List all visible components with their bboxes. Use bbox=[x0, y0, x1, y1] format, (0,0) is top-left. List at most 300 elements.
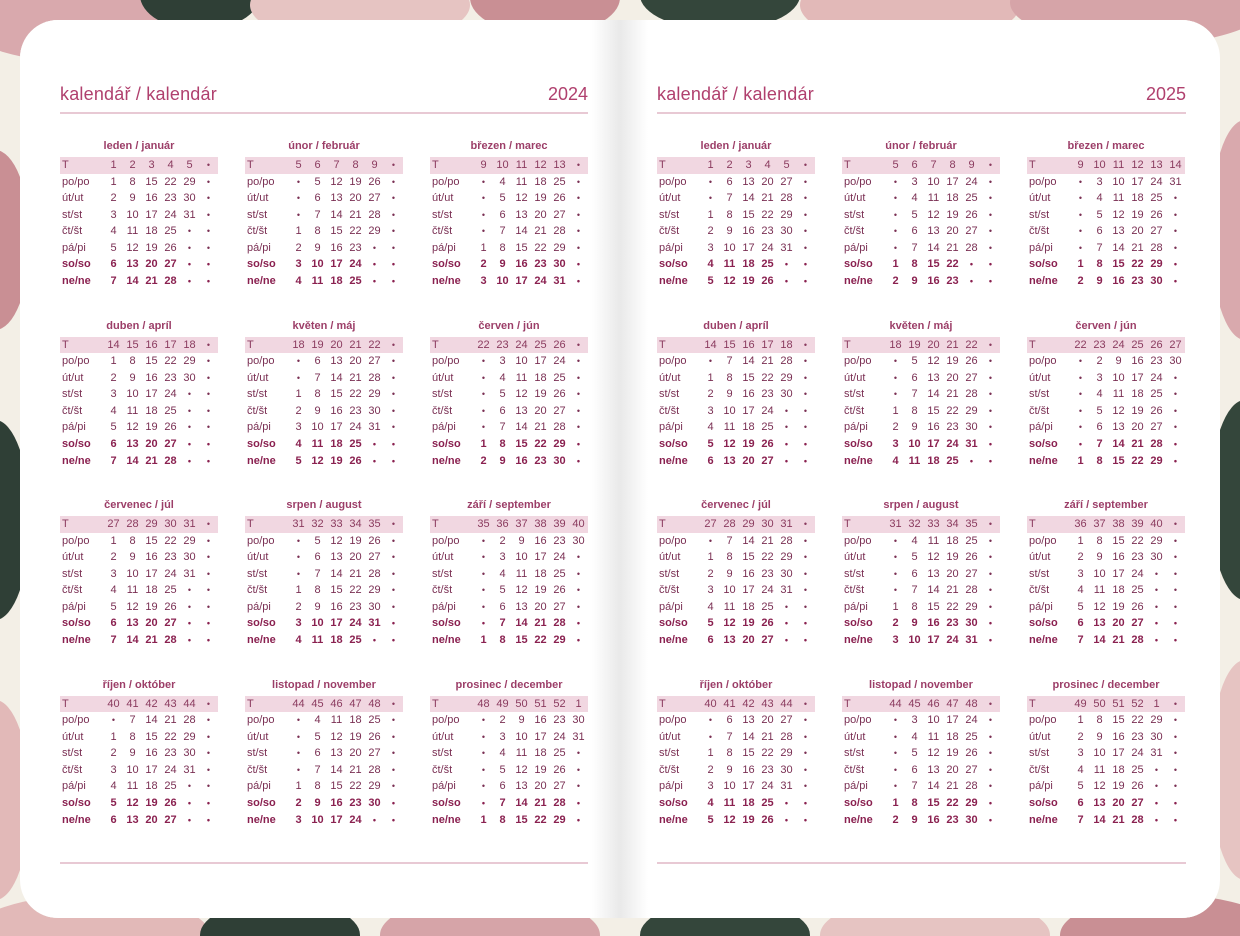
day-number: 12 bbox=[515, 388, 528, 401]
day-number: 13 bbox=[515, 600, 528, 613]
week-label: T bbox=[1029, 697, 1036, 710]
day-number: 12 bbox=[1112, 404, 1125, 417]
month-block bbox=[60, 497, 218, 657]
day-number: • bbox=[803, 814, 808, 825]
day-number: 14 bbox=[330, 208, 343, 221]
day-number: 6 bbox=[1096, 225, 1103, 238]
day-number: • bbox=[206, 568, 211, 579]
day-label: pá/pi bbox=[844, 780, 868, 793]
day-number: 7 bbox=[911, 584, 918, 597]
day-number: • bbox=[1173, 731, 1178, 742]
week-number: 22 bbox=[368, 338, 381, 351]
day-number: 14 bbox=[515, 796, 528, 809]
day-number: 11 bbox=[723, 796, 736, 809]
day-number: 24 bbox=[164, 763, 177, 776]
day-number: 10 bbox=[927, 714, 940, 726]
day-number: 20 bbox=[1112, 617, 1125, 630]
day-number: 1 bbox=[110, 175, 117, 188]
day-number: 20 bbox=[1131, 225, 1144, 238]
weekday-row bbox=[430, 419, 588, 436]
day-number: 7 bbox=[1096, 437, 1103, 450]
weekday-row bbox=[430, 762, 588, 779]
day-number: 2 bbox=[892, 617, 899, 630]
day-number: 13 bbox=[515, 208, 528, 221]
day-label: pá/pi bbox=[659, 600, 683, 613]
day-number: • bbox=[893, 568, 898, 579]
day-number: 26 bbox=[368, 534, 381, 547]
week-number: • bbox=[988, 160, 993, 170]
day-number: • bbox=[988, 455, 993, 466]
day-number: • bbox=[784, 618, 789, 629]
day-label: pá/pi bbox=[62, 780, 86, 793]
week-number: 19 bbox=[311, 338, 324, 351]
weekend-row bbox=[657, 632, 815, 649]
weekend-row bbox=[842, 615, 1000, 632]
day-number: 3 bbox=[110, 208, 117, 221]
weekday-row bbox=[1027, 370, 1185, 387]
day-label: čt/št bbox=[1029, 584, 1050, 597]
weekday-row bbox=[842, 174, 1000, 191]
weekend-row bbox=[60, 795, 218, 812]
day-label: čt/št bbox=[659, 225, 680, 238]
weekday-row bbox=[60, 386, 218, 403]
day-number: • bbox=[1173, 438, 1178, 449]
day-number: 2 bbox=[295, 241, 302, 254]
day-number: • bbox=[296, 535, 301, 546]
weekday-row bbox=[60, 599, 218, 616]
weekday-row bbox=[430, 566, 588, 583]
day-number: 6 bbox=[314, 192, 321, 205]
week-number: 14 bbox=[704, 338, 717, 351]
day-number: 9 bbox=[314, 241, 321, 254]
day-number: • bbox=[988, 242, 993, 253]
weekday-row bbox=[657, 712, 815, 729]
day-number: 12 bbox=[330, 730, 343, 743]
day-number: • bbox=[296, 568, 301, 579]
day-number: 18 bbox=[145, 780, 158, 793]
day-number: 17 bbox=[534, 355, 547, 367]
week-number-row bbox=[842, 696, 1000, 713]
weekday-row bbox=[842, 223, 1000, 240]
day-number: • bbox=[1154, 601, 1159, 612]
week-number: 38 bbox=[534, 518, 547, 530]
week-number: 9 bbox=[480, 159, 487, 171]
day-label: st/st bbox=[432, 747, 453, 760]
day-number: 27 bbox=[553, 780, 566, 793]
day-number: • bbox=[1078, 372, 1083, 383]
week-number: 35 bbox=[368, 518, 381, 530]
day-number: • bbox=[893, 356, 898, 366]
weekday-row bbox=[60, 207, 218, 224]
week-number: 5 bbox=[295, 159, 302, 171]
day-number: 24 bbox=[164, 567, 177, 580]
day-label: ne/ne bbox=[659, 275, 688, 288]
month-block bbox=[60, 318, 218, 478]
week-number-row bbox=[245, 696, 403, 713]
day-number: 21 bbox=[164, 714, 177, 726]
day-number: • bbox=[1154, 781, 1159, 792]
day-number: 1 bbox=[1077, 258, 1084, 271]
day-number: 25 bbox=[164, 584, 177, 597]
day-number: 28 bbox=[368, 567, 381, 580]
day-label: po/po bbox=[247, 534, 275, 547]
day-number: 27 bbox=[368, 747, 381, 760]
day-number: • bbox=[893, 226, 898, 237]
day-number: 22 bbox=[946, 600, 959, 613]
month-block bbox=[842, 677, 1000, 837]
day-number: • bbox=[206, 372, 211, 383]
day-number: 9 bbox=[911, 275, 918, 288]
weekend-row bbox=[657, 453, 815, 470]
day-number: 28 bbox=[780, 192, 793, 205]
day-label: pá/pi bbox=[1029, 780, 1053, 793]
day-number: 3 bbox=[1077, 747, 1084, 760]
week-label: T bbox=[1029, 159, 1036, 171]
week-number: 4 bbox=[764, 159, 771, 171]
day-number: • bbox=[206, 814, 211, 825]
day-number: 31 bbox=[965, 634, 978, 647]
day-number: 20 bbox=[349, 355, 362, 367]
day-number: • bbox=[893, 585, 898, 596]
day-number: 21 bbox=[761, 730, 774, 743]
day-number: 24 bbox=[965, 175, 978, 188]
day-number: 29 bbox=[183, 175, 196, 188]
day-number: 7 bbox=[1077, 813, 1084, 826]
day-number: 4 bbox=[892, 454, 899, 467]
weekend-row bbox=[430, 273, 588, 290]
day-label: út/ut bbox=[247, 730, 269, 743]
day-number: 2 bbox=[110, 371, 117, 384]
day-number: • bbox=[481, 797, 486, 808]
weekend-row bbox=[245, 615, 403, 632]
page-header bbox=[60, 82, 588, 114]
day-number: 15 bbox=[927, 796, 940, 809]
day-number: 23 bbox=[761, 763, 774, 776]
day-number: • bbox=[481, 618, 486, 629]
weekday-row bbox=[657, 582, 815, 599]
day-number: 7 bbox=[911, 388, 918, 401]
day-number: 19 bbox=[349, 730, 362, 743]
week-number-row bbox=[60, 157, 218, 174]
day-number: 13 bbox=[126, 437, 139, 450]
day-number: 18 bbox=[742, 421, 755, 434]
weekend-row bbox=[60, 615, 218, 632]
day-label: ne/ne bbox=[659, 634, 688, 647]
day-label: ne/ne bbox=[247, 813, 276, 826]
day-label: st/st bbox=[62, 388, 83, 401]
day-number: 8 bbox=[499, 813, 506, 826]
day-number: 14 bbox=[126, 454, 139, 467]
day-label: so/so bbox=[1029, 437, 1058, 450]
weekday-row bbox=[245, 566, 403, 583]
day-number: 18 bbox=[742, 258, 755, 271]
day-number: 23 bbox=[553, 534, 566, 547]
day-number: 29 bbox=[1150, 258, 1163, 271]
day-number: 15 bbox=[145, 534, 158, 547]
day-number: 27 bbox=[164, 617, 177, 630]
day-number: 8 bbox=[1096, 258, 1103, 271]
day-number: 2 bbox=[707, 225, 714, 238]
day-label: po/po bbox=[432, 714, 460, 726]
day-number: 29 bbox=[1150, 534, 1163, 547]
day-number: • bbox=[206, 422, 211, 433]
day-number: 12 bbox=[126, 600, 139, 613]
week-number: 17 bbox=[164, 338, 177, 351]
week-number: 47 bbox=[946, 697, 959, 710]
day-number: 8 bbox=[726, 208, 733, 221]
day-number: 21 bbox=[534, 617, 547, 630]
day-label: út/ut bbox=[659, 730, 681, 743]
day-number: 24 bbox=[761, 404, 774, 417]
day-number: 26 bbox=[761, 617, 774, 630]
weekday-row bbox=[657, 778, 815, 795]
day-number: 25 bbox=[349, 634, 362, 647]
day-number: 8 bbox=[314, 225, 321, 238]
day-number: 27 bbox=[965, 225, 978, 238]
week-number: 50 bbox=[1093, 697, 1106, 710]
day-number: 30 bbox=[183, 551, 196, 564]
day-number: 18 bbox=[534, 567, 547, 580]
day-number: 30 bbox=[368, 600, 381, 613]
day-label: ne/ne bbox=[247, 454, 276, 467]
day-number: • bbox=[296, 372, 301, 383]
day-number: 4 bbox=[1077, 763, 1084, 776]
week-number: 23 bbox=[496, 338, 509, 351]
weekday-row bbox=[245, 207, 403, 224]
day-number: 1 bbox=[1077, 534, 1084, 547]
day-number: 29 bbox=[368, 584, 381, 597]
week-number: • bbox=[1173, 698, 1178, 709]
weekend-row bbox=[1027, 453, 1185, 470]
day-number: 10 bbox=[126, 763, 139, 776]
day-number: 15 bbox=[515, 813, 528, 826]
day-label: so/so bbox=[62, 258, 91, 271]
day-number: 17 bbox=[330, 258, 343, 271]
day-label: po/po bbox=[659, 534, 687, 547]
day-number: • bbox=[893, 781, 898, 792]
day-number: • bbox=[1078, 389, 1083, 400]
week-number: • bbox=[206, 519, 211, 529]
weekday-row bbox=[1027, 419, 1185, 436]
day-number: 2 bbox=[110, 747, 117, 760]
weekday-row bbox=[657, 745, 815, 762]
day-number: 18 bbox=[742, 796, 755, 809]
day-number: 3 bbox=[1077, 567, 1084, 580]
day-label: st/st bbox=[432, 208, 453, 221]
day-number: 7 bbox=[314, 208, 321, 221]
day-number: 28 bbox=[368, 208, 381, 221]
day-label: ne/ne bbox=[659, 454, 688, 467]
day-label: po/po bbox=[1029, 175, 1057, 188]
day-number: 20 bbox=[145, 617, 158, 630]
day-number: 5 bbox=[110, 796, 117, 809]
day-number: 12 bbox=[927, 355, 940, 367]
day-label: so/so bbox=[62, 617, 91, 630]
day-number: 19 bbox=[946, 747, 959, 760]
day-number: • bbox=[1173, 635, 1178, 646]
day-number: • bbox=[576, 389, 581, 400]
month-block bbox=[1027, 318, 1185, 478]
day-label: so/so bbox=[432, 617, 461, 630]
day-label: pá/pi bbox=[62, 600, 86, 613]
day-number: 7 bbox=[726, 192, 733, 205]
day-number: • bbox=[988, 715, 993, 725]
week-number: 2 bbox=[129, 159, 136, 171]
day-number: • bbox=[391, 814, 396, 825]
day-number: 4 bbox=[1096, 192, 1103, 205]
day-number: • bbox=[576, 797, 581, 808]
day-number: 4 bbox=[110, 584, 117, 597]
week-number: 18 bbox=[183, 338, 196, 351]
week-number: 3 bbox=[745, 159, 752, 171]
day-number: • bbox=[988, 552, 993, 563]
day-number: • bbox=[1173, 781, 1178, 792]
day-number: 10 bbox=[311, 421, 324, 434]
day-number: 25 bbox=[164, 225, 177, 238]
day-number: • bbox=[803, 731, 808, 742]
day-label: ne/ne bbox=[62, 275, 91, 288]
day-number: 7 bbox=[499, 617, 506, 630]
day-number: 12 bbox=[1112, 208, 1125, 221]
week-number: • bbox=[391, 698, 396, 709]
day-number: 6 bbox=[911, 567, 918, 580]
day-number: 24 bbox=[349, 617, 362, 630]
day-number: • bbox=[803, 438, 808, 449]
day-number: 4 bbox=[295, 437, 302, 450]
day-number: 3 bbox=[892, 437, 899, 450]
day-number: 29 bbox=[368, 780, 381, 793]
day-label: pá/pi bbox=[247, 780, 271, 793]
day-number: 16 bbox=[927, 275, 940, 288]
gutter-shadow bbox=[620, 20, 648, 918]
day-number: • bbox=[1078, 242, 1083, 253]
day-label: pá/pi bbox=[247, 421, 271, 434]
weekend-row bbox=[430, 436, 588, 453]
day-number: 3 bbox=[892, 634, 899, 647]
week-label: T bbox=[1029, 338, 1036, 351]
day-number: 3 bbox=[110, 763, 117, 776]
week-number: 22 bbox=[965, 338, 978, 351]
day-number: 22 bbox=[761, 551, 774, 564]
day-number: • bbox=[187, 601, 192, 612]
day-number: 16 bbox=[927, 421, 940, 434]
day-number: 11 bbox=[723, 258, 736, 271]
day-number: 26 bbox=[1150, 208, 1163, 221]
weekday-row bbox=[657, 419, 815, 436]
weekday-row bbox=[657, 223, 815, 240]
weekend-row bbox=[1027, 273, 1185, 290]
day-number: 19 bbox=[534, 388, 547, 401]
day-number: • bbox=[1173, 601, 1178, 612]
day-number: 21 bbox=[761, 192, 774, 205]
day-number: 11 bbox=[126, 225, 139, 238]
day-number: 1 bbox=[295, 388, 302, 401]
day-number: 8 bbox=[911, 796, 918, 809]
day-label: pá/pi bbox=[844, 421, 868, 434]
day-number: 13 bbox=[927, 225, 940, 238]
day-number: 13 bbox=[1112, 225, 1125, 238]
day-label: po/po bbox=[659, 355, 687, 367]
weekend-row bbox=[1027, 812, 1185, 829]
day-label: st/st bbox=[432, 388, 453, 401]
day-number: 12 bbox=[1093, 600, 1106, 613]
day-number: • bbox=[187, 455, 192, 466]
month-title: červen / jún bbox=[1075, 319, 1137, 332]
day-number: 1 bbox=[110, 355, 117, 367]
day-number: 23 bbox=[164, 551, 177, 564]
day-number: • bbox=[576, 764, 581, 775]
day-number: 19 bbox=[946, 551, 959, 564]
day-number: 21 bbox=[1112, 813, 1125, 826]
day-number: 16 bbox=[927, 813, 940, 826]
day-number: 25 bbox=[553, 567, 566, 580]
weekday-row bbox=[430, 174, 588, 191]
day-number: 14 bbox=[1093, 813, 1106, 826]
month-block bbox=[430, 318, 588, 478]
day-label: čt/št bbox=[844, 584, 865, 597]
day-number: 5 bbox=[707, 813, 714, 826]
day-number: 23 bbox=[1131, 275, 1144, 288]
day-number: 9 bbox=[1096, 275, 1103, 288]
weekday-row bbox=[1027, 745, 1185, 762]
day-number: 14 bbox=[330, 371, 343, 384]
weekday-row bbox=[657, 403, 815, 420]
day-number: • bbox=[708, 731, 713, 742]
day-number: 25 bbox=[349, 275, 362, 288]
day-number: • bbox=[784, 259, 789, 270]
day-number: 21 bbox=[349, 567, 362, 580]
day-label: út/ut bbox=[432, 730, 454, 743]
day-number: 28 bbox=[965, 584, 978, 597]
day-label: pá/pi bbox=[844, 600, 868, 613]
day-label: po/po bbox=[62, 534, 90, 547]
day-number: 15 bbox=[742, 208, 755, 221]
day-number: 12 bbox=[126, 796, 139, 809]
day-label: pá/pi bbox=[432, 421, 456, 434]
weekday-row bbox=[245, 353, 403, 370]
day-number: 8 bbox=[911, 258, 918, 271]
day-number: 22 bbox=[164, 175, 177, 188]
day-number: 29 bbox=[183, 534, 196, 547]
day-label: čt/št bbox=[247, 584, 268, 597]
day-number: 8 bbox=[726, 551, 733, 564]
week-number-row bbox=[430, 337, 588, 354]
week-number: 27 bbox=[1169, 338, 1182, 351]
month-block bbox=[245, 318, 403, 478]
day-number: 27 bbox=[780, 175, 793, 188]
day-number: • bbox=[1173, 764, 1178, 775]
day-number: • bbox=[988, 764, 993, 775]
day-number: • bbox=[372, 242, 377, 253]
week-number: 25 bbox=[1131, 338, 1144, 351]
day-number: 9 bbox=[726, 225, 733, 238]
week-number: 40 bbox=[572, 518, 585, 530]
weekend-row bbox=[430, 256, 588, 273]
day-number: 18 bbox=[145, 225, 158, 238]
day-number: 19 bbox=[742, 617, 755, 630]
day-number: 2 bbox=[110, 192, 117, 205]
day-number: 23 bbox=[761, 388, 774, 401]
day-number: 11 bbox=[126, 584, 139, 597]
weekday-row bbox=[1027, 762, 1185, 779]
day-label: út/ut bbox=[659, 192, 681, 205]
day-label: st/st bbox=[844, 747, 865, 760]
day-number: 25 bbox=[164, 404, 177, 417]
weekday-row bbox=[60, 712, 218, 729]
day-label: st/st bbox=[1029, 747, 1050, 760]
day-number: • bbox=[296, 209, 301, 220]
day-number: 10 bbox=[908, 634, 921, 647]
